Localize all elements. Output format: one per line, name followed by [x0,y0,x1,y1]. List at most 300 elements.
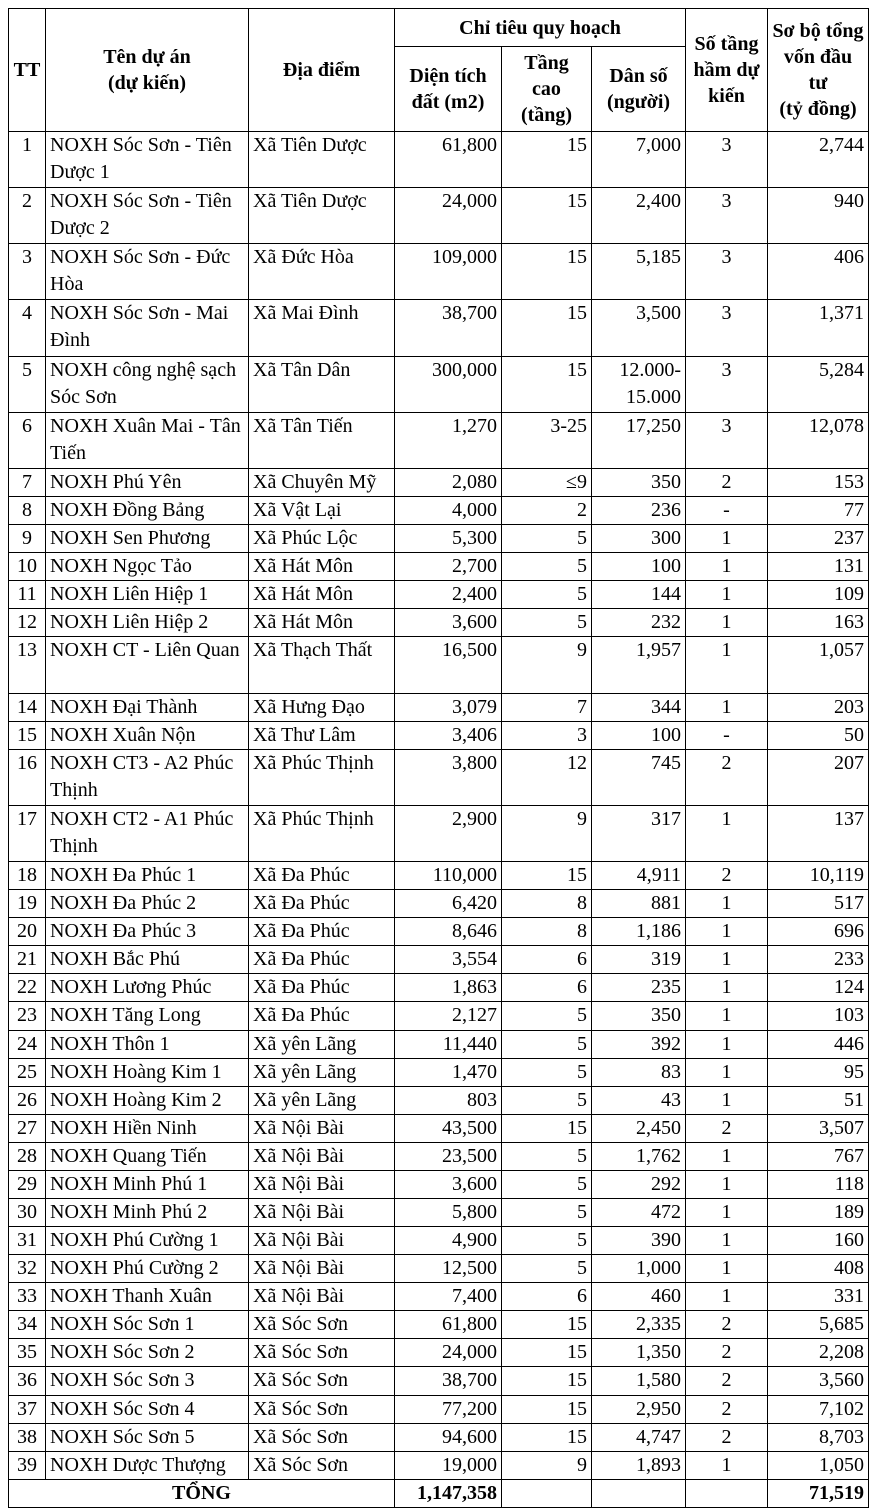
floors-cell: 5 [502,1255,592,1283]
population-cell: 43 [592,1086,686,1114]
capital-cell: 408 [768,1255,869,1283]
population-cell: 7,000 [592,132,686,188]
land-area-cell: 61,800 [395,1311,502,1339]
capital-cell: 160 [768,1227,869,1255]
table-row [9,1086,869,1114]
location-cell: Xã Đa Phúc [249,862,395,890]
population-cell: 300 [592,525,686,553]
capital-cell: 50 [768,721,869,749]
location-cell: Xã Đa Phúc [249,946,395,974]
land-area-cell: 11,440 [395,1030,502,1058]
total-label: TỔNG [9,1480,395,1508]
table-row [9,525,869,553]
capital-cell: 767 [768,1142,869,1170]
population-cell: 17,250 [592,412,686,468]
population-cell: 5,185 [592,244,686,300]
location-cell: Xã Đa Phúc [249,974,395,1002]
location-cell: Xã Hát Môn [249,553,395,581]
basements-cell: 1 [686,1451,768,1479]
floors-cell: 6 [502,1283,592,1311]
row-number-cell: 32 [9,1255,46,1283]
floors-cell: 5 [502,1086,592,1114]
basements-cell: 2 [686,1367,768,1395]
land-area-cell: 109,000 [395,244,502,300]
table-row [9,1283,869,1311]
floors-cell: 9 [502,1451,592,1479]
population-cell: 460 [592,1283,686,1311]
row-number-cell: 19 [9,890,46,918]
table-row [9,974,869,1002]
basements-cell: 1 [686,693,768,721]
project-name-cell: NOXH Sóc Sơn - Tiên Dược 1 [46,132,249,188]
table-row [9,862,869,890]
header-area [395,47,502,132]
location-cell: Xã Hưng Đạo [249,693,395,721]
row-number-cell: 30 [9,1198,46,1226]
floors-cell: 15 [502,1367,592,1395]
basements-cell: 2 [686,1423,768,1451]
floors-cell: 6 [502,946,592,974]
population-cell: 350 [592,468,686,496]
project-name-cell: NOXH Đa Phúc 3 [46,918,249,946]
table-row [9,581,869,609]
project-name-cell: NOXH công nghệ sạch Sóc Sơn [46,356,249,412]
population-cell: 344 [592,693,686,721]
population-cell: 390 [592,1227,686,1255]
population-cell: 2,450 [592,1114,686,1142]
land-area-cell: 8,646 [395,918,502,946]
total-row [9,1480,869,1508]
location-cell: Xã Tiên Dược [249,188,395,244]
basements-cell: 1 [686,890,768,918]
land-area-cell: 300,000 [395,356,502,412]
floors-cell: 15 [502,1114,592,1142]
row-number-cell: 37 [9,1395,46,1423]
population-cell: 83 [592,1058,686,1086]
floors-cell: 15 [502,356,592,412]
row-number-cell: 15 [9,721,46,749]
total-floors-empty [502,1480,592,1508]
basements-cell: 1 [686,1227,768,1255]
basements-cell: 3 [686,412,768,468]
population-cell: 2,335 [592,1311,686,1339]
table-row [9,693,869,721]
row-number-cell: 6 [9,412,46,468]
location-cell: Xã Đa Phúc [249,1002,395,1030]
land-area-cell: 2,080 [395,468,502,496]
row-number-cell: 31 [9,1227,46,1255]
header-area-text: Diện tích đất (m2) [409,65,487,113]
table-row [9,188,869,244]
row-number-cell: 33 [9,1283,46,1311]
population-cell: 100 [592,721,686,749]
table-row [9,918,869,946]
row-number-cell: 17 [9,805,46,861]
floors-cell: 2 [502,497,592,525]
floors-cell: 12 [502,749,592,805]
row-number-cell: 22 [9,974,46,1002]
row-number-cell: 27 [9,1114,46,1142]
row-number-cell: 38 [9,1423,46,1451]
location-cell: Xã Phúc Thịnh [249,749,395,805]
table-row [9,946,869,974]
floors-cell: 5 [502,1170,592,1198]
capital-cell: 233 [768,946,869,974]
row-number-cell: 26 [9,1086,46,1114]
basements-cell: 1 [686,1255,768,1283]
basements-cell: 1 [686,1030,768,1058]
land-area-cell: 3,554 [395,946,502,974]
floors-cell: 15 [502,1423,592,1451]
capital-cell: 207 [768,749,869,805]
population-cell: 1,762 [592,1142,686,1170]
population-cell: 232 [592,609,686,637]
project-name-cell: NOXH Đa Phúc 1 [46,862,249,890]
capital-cell: 189 [768,1198,869,1226]
basements-cell: 2 [686,862,768,890]
basements-cell: 3 [686,356,768,412]
capital-cell: 1,371 [768,300,869,356]
header-location: Địa điểm [249,9,395,132]
location-cell: Xã Tân Tiến [249,412,395,468]
project-name-cell: NOXH Quang Tiến [46,1142,249,1170]
land-area-cell: 3,600 [395,609,502,637]
location-cell: Xã Sóc Sơn [249,1395,395,1423]
floors-cell: 5 [502,525,592,553]
basements-cell: 1 [686,1198,768,1226]
land-area-cell: 12,500 [395,1255,502,1283]
row-number-cell: 16 [9,749,46,805]
floors-cell: 5 [502,1058,592,1086]
row-number-cell: 29 [9,1170,46,1198]
basements-cell: 2 [686,749,768,805]
basements-cell: 1 [686,609,768,637]
capital-cell: 5,685 [768,1311,869,1339]
project-name-cell: NOXH Xuân Mai - Tân Tiến [46,412,249,468]
project-name-cell: NOXH Liên Hiệp 2 [46,609,249,637]
land-area-cell: 803 [395,1086,502,1114]
floors-cell: 15 [502,1339,592,1367]
location-cell: Xã Sóc Sơn [249,1451,395,1479]
capital-cell: 2,744 [768,132,869,188]
capital-cell: 118 [768,1170,869,1198]
capital-cell: 237 [768,525,869,553]
floors-cell: 3-25 [502,412,592,468]
project-name-cell: NOXH Minh Phú 2 [46,1198,249,1226]
population-cell: 881 [592,890,686,918]
floors-cell: 15 [502,188,592,244]
row-number-cell: 1 [9,132,46,188]
basements-cell: 2 [686,1395,768,1423]
location-cell: Xã yên Lãng [249,1030,395,1058]
table-row [9,890,869,918]
location-cell: Xã Nội Bài [249,1227,395,1255]
population-cell: 4,911 [592,862,686,890]
basements-cell: 1 [686,637,768,693]
land-area-cell: 1,470 [395,1058,502,1086]
location-cell: Xã Vật Lại [249,497,395,525]
row-number-cell: 39 [9,1451,46,1479]
table-row [9,1367,869,1395]
floors-cell: 5 [502,1198,592,1226]
floors-cell: 5 [502,1002,592,1030]
row-number-cell: 9 [9,525,46,553]
row-number-cell: 35 [9,1339,46,1367]
capital-cell: 7,102 [768,1395,869,1423]
table-row [9,1198,869,1226]
capital-cell: 446 [768,1030,869,1058]
capital-cell: 406 [768,244,869,300]
table-row [9,637,869,693]
header-population [592,47,686,132]
floors-cell: 5 [502,581,592,609]
table-row [9,1311,869,1339]
capital-cell: 331 [768,1283,869,1311]
capital-cell: 1,057 [768,637,869,693]
table-row [9,1170,869,1198]
table-row [9,497,869,525]
header-capital-text: Sơ bộ tổng vốn đầu tư (tỷ đồng) [772,20,864,120]
capital-cell: 124 [768,974,869,1002]
land-area-cell: 16,500 [395,637,502,693]
table-row [9,1142,869,1170]
project-name-cell: NOXH Thôn 1 [46,1030,249,1058]
row-number-cell: 25 [9,1058,46,1086]
population-cell: 236 [592,497,686,525]
location-cell: Xã Phúc Thịnh [249,805,395,861]
capital-cell: 3,507 [768,1114,869,1142]
row-number-cell: 3 [9,244,46,300]
project-name-cell: NOXH Sóc Sơn 1 [46,1311,249,1339]
table-row [9,805,869,861]
location-cell: Xã Phúc Lộc [249,525,395,553]
project-name-cell: NOXH Ngọc Tảo [46,553,249,581]
project-name-cell: NOXH CT2 - A1 Phúc Thịnh [46,805,249,861]
table-row [9,1339,869,1367]
basements-cell: 1 [686,1170,768,1198]
floors-cell: 15 [502,1311,592,1339]
location-cell: Xã Thạch Thất [249,637,395,693]
table-row [9,1395,869,1423]
population-cell: 4,747 [592,1423,686,1451]
location-cell: Xã Sóc Sơn [249,1311,395,1339]
basements-cell: 1 [686,525,768,553]
land-area-cell: 1,863 [395,974,502,1002]
row-number-cell: 5 [9,356,46,412]
row-number-cell: 36 [9,1367,46,1395]
row-number-cell: 20 [9,918,46,946]
table-row [9,244,869,300]
land-area-cell: 2,700 [395,553,502,581]
land-area-cell: 23,500 [395,1142,502,1170]
row-number-cell: 24 [9,1030,46,1058]
basements-cell: 1 [686,918,768,946]
basements-cell: 1 [686,974,768,1002]
location-cell: Xã Nội Bài [249,1198,395,1226]
capital-cell: 940 [768,188,869,244]
land-area-cell: 4,000 [395,497,502,525]
project-name-cell: NOXH Sóc Sơn 4 [46,1395,249,1423]
project-name-cell: NOXH Phú Cường 2 [46,1255,249,1283]
land-area-cell: 1,270 [395,412,502,468]
project-name-cell: NOXH Hoàng Kim 2 [46,1086,249,1114]
total-basements-empty [686,1480,768,1508]
land-area-cell: 38,700 [395,300,502,356]
capital-cell: 109 [768,581,869,609]
project-name-cell: NOXH Sóc Sơn - Mai Đình [46,300,249,356]
project-name-cell: NOXH Dược Thượng [46,1451,249,1479]
floors-cell: 5 [502,1142,592,1170]
row-number-cell: 21 [9,946,46,974]
project-name-cell: NOXH Sóc Sơn 2 [46,1339,249,1367]
capital-cell: 3,560 [768,1367,869,1395]
floors-cell: 15 [502,862,592,890]
land-area-cell: 5,800 [395,1198,502,1226]
basements-cell: - [686,497,768,525]
row-number-cell: 13 [9,637,46,693]
land-area-cell: 3,406 [395,721,502,749]
floors-cell: 15 [502,132,592,188]
project-name-cell: NOXH Đa Phúc 2 [46,890,249,918]
population-cell: 1,186 [592,918,686,946]
location-cell: Xã Sóc Sơn [249,1367,395,1395]
header-basements-text: Số tầng hầm dự kiến [693,33,760,107]
land-area-cell: 110,000 [395,862,502,890]
land-area-cell: 5,300 [395,525,502,553]
floors-cell: 7 [502,693,592,721]
row-number-cell: 10 [9,553,46,581]
land-area-cell: 7,400 [395,1283,502,1311]
floors-cell: 5 [502,553,592,581]
basements-cell: 2 [686,468,768,496]
project-name-cell: NOXH Sóc Sơn - Tiên Dược 2 [46,188,249,244]
land-area-cell: 3,800 [395,749,502,805]
population-cell: 1,580 [592,1367,686,1395]
project-name-cell: NOXH CT - Liên Quan [46,637,249,693]
project-name-cell: NOXH Sen Phương [46,525,249,553]
project-name-cell: NOXH Sóc Sơn 3 [46,1367,249,1395]
header-population-text: Dân số (người) [606,65,671,113]
basements-cell: 1 [686,805,768,861]
population-cell: 1,893 [592,1451,686,1479]
location-cell: Xã Nội Bài [249,1142,395,1170]
capital-cell: 77 [768,497,869,525]
floors-cell: 15 [502,1395,592,1423]
project-name-cell: NOXH Sóc Sơn - Đức Hòa [46,244,249,300]
table-row [9,412,869,468]
land-area-cell: 4,900 [395,1227,502,1255]
land-area-cell: 6,420 [395,890,502,918]
location-cell: Xã Mai Đình [249,300,395,356]
location-cell: Xã Nội Bài [249,1283,395,1311]
floors-cell: 9 [502,637,592,693]
project-name-cell: NOXH Hoàng Kim 1 [46,1058,249,1086]
basements-cell: 1 [686,1058,768,1086]
capital-cell: 103 [768,1002,869,1030]
basements-cell: 1 [686,553,768,581]
capital-cell: 153 [768,468,869,496]
floors-cell: 5 [502,609,592,637]
table-row [9,1030,869,1058]
capital-cell: 8,703 [768,1423,869,1451]
land-area-cell: 77,200 [395,1395,502,1423]
row-number-cell: 18 [9,862,46,890]
population-cell: 319 [592,946,686,974]
location-cell: Xã Đa Phúc [249,918,395,946]
floors-cell: 15 [502,244,592,300]
land-area-cell: 2,400 [395,581,502,609]
table-row [9,553,869,581]
project-name-cell: NOXH Đại Thành [46,693,249,721]
land-area-cell: 61,800 [395,132,502,188]
floors-cell: 5 [502,1227,592,1255]
table-row [9,1255,869,1283]
project-name-cell: NOXH Thanh Xuân [46,1283,249,1311]
table-row [9,1423,869,1451]
total-area: 1,147,358 [395,1480,502,1508]
capital-cell: 10,119 [768,862,869,890]
row-number-cell: 4 [9,300,46,356]
land-area-cell: 2,127 [395,1002,502,1030]
capital-cell: 131 [768,553,869,581]
basements-cell: - [686,721,768,749]
land-area-cell: 3,600 [395,1170,502,1198]
table-row [9,1451,869,1479]
floors-cell: 8 [502,918,592,946]
capital-cell: 517 [768,890,869,918]
capital-cell: 2,208 [768,1339,869,1367]
floors-cell: 9 [502,805,592,861]
population-cell: 745 [592,749,686,805]
location-cell: Xã Thư Lâm [249,721,395,749]
location-cell: Xã Hát Môn [249,581,395,609]
header-capital [768,9,869,132]
land-area-cell: 3,079 [395,693,502,721]
location-cell: Xã Chuyên Mỹ [249,468,395,496]
project-name-cell: NOXH Phú Yên [46,468,249,496]
land-area-cell: 2,900 [395,805,502,861]
capital-cell: 12,078 [768,412,869,468]
project-name-cell: NOXH Sóc Sơn 5 [46,1423,249,1451]
header-project-name-text: Tên dự án (dự kiến) [103,46,191,94]
table-row [9,1114,869,1142]
location-cell: Xã Sóc Sơn [249,1339,395,1367]
project-name-cell: NOXH Minh Phú 1 [46,1170,249,1198]
table-row [9,609,869,637]
location-cell: Xã Hát Môn [249,609,395,637]
row-number-cell: 28 [9,1142,46,1170]
capital-cell: 163 [768,609,869,637]
population-cell: 1,957 [592,637,686,693]
capital-cell: 1,050 [768,1451,869,1479]
population-cell: 292 [592,1170,686,1198]
row-number-cell: 23 [9,1002,46,1030]
floors-cell: ≤9 [502,468,592,496]
population-cell: 235 [592,974,686,1002]
project-name-cell: NOXH Lương Phúc [46,974,249,1002]
basements-cell: 3 [686,300,768,356]
total-capital: 71,519 [768,1480,869,1508]
location-cell: Xã Đa Phúc [249,890,395,918]
location-cell: Xã Nội Bài [249,1170,395,1198]
row-number-cell: 11 [9,581,46,609]
population-cell: 144 [592,581,686,609]
floors-cell: 15 [502,300,592,356]
row-number-cell: 2 [9,188,46,244]
capital-cell: 203 [768,693,869,721]
table-body [9,132,869,1480]
land-area-cell: 19,000 [395,1451,502,1479]
